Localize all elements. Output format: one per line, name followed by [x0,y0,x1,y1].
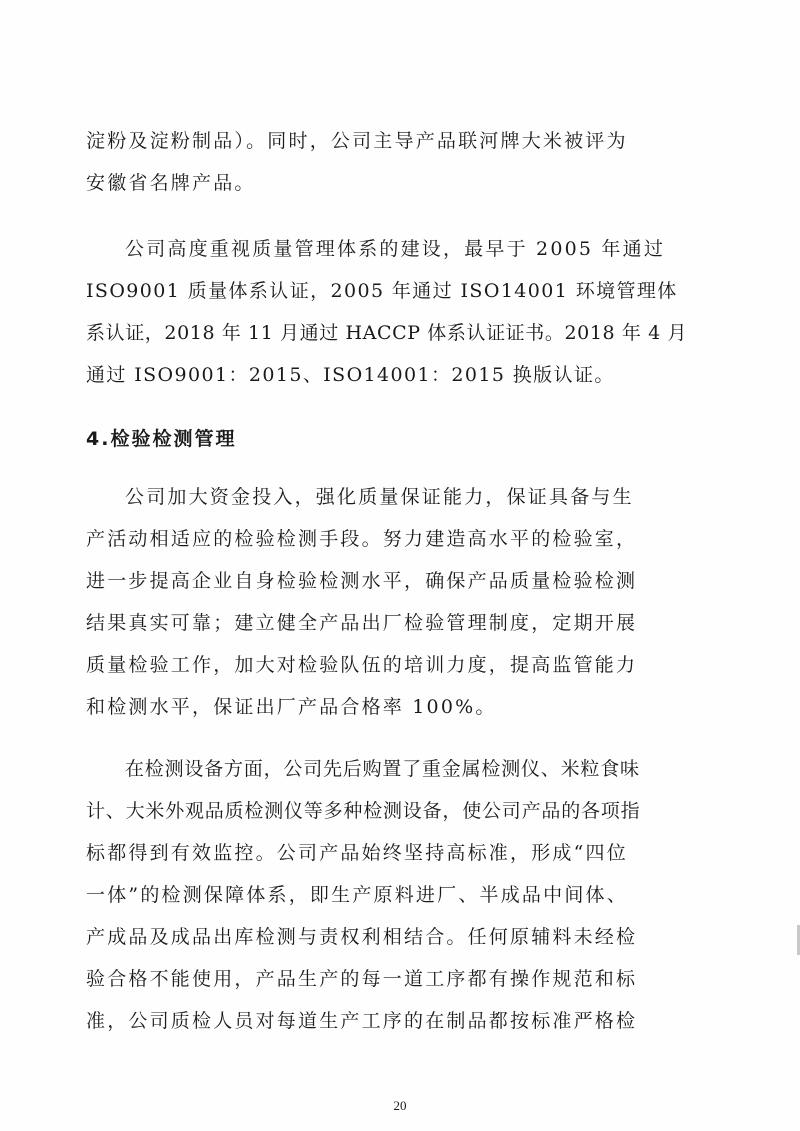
page-number: 20 [393,1098,407,1113]
paragraph-4-line-5: 产成品及成品出库检测与责权利相结合。任何原辅料未经检 [86,926,638,948]
paragraph-3-line-1: 公司加大资金投入，强化质量保证能力，保证具备与生 [125,486,634,508]
paragraph-1-line-2: 安徽省名牌产品。 [86,172,256,194]
paragraph-4-line-3: 标都得到有效监控。公司产品始终坚持高标准，形成“四位 [86,842,628,864]
paragraph-3-line-2: 产活动相适应的检验检测手段。努力建造高水平的检验室， [86,528,638,550]
paragraph-3-line-3: 进一步提高企业自身检验检测水平，确保产品质量检验检测 [86,570,638,592]
paragraph-3-line-4: 结果真实可靠；建立健全产品出厂检验管理制度，定期开展 [86,612,638,634]
paragraph-4-line-1: 在检测设备方面，公司先后购置了重金属检测仪、米粒食味 [125,758,640,780]
paragraph-3-line-5: 质量检验工作，加大对检验队伍的培训力度，提高监管能力 [86,654,638,676]
paragraph-3-line-6: 和检测水平，保证出厂产品合格率 100%。 [86,696,497,718]
paragraph-4-line-6: 验合格不能使用，产品生产的每一道工序都有操作规范和标 [86,968,638,990]
paragraph-1-line-1: 淀粉及淀粉制品）。同时，公司主导产品联河牌大米被评为 [86,130,628,152]
paragraph-4-line-4: 一体”的检测保障体系，即生产原料进厂、半成品中间体、 [86,884,628,906]
paragraph-2-line-2: ISO9001 质量体系认证，2005 年通过 ISO14001 环境管理体 [86,280,678,302]
paragraph-4-line-7: 准，公司质检人员对每道生产工序的在制品都按标准严格检 [86,1010,638,1032]
paragraph-2-line-3: 系认证，2018 年 11 月通过 HACCP 体系认证证书。2018 年 4 月 [86,322,688,344]
paragraph-4-line-2: 计、大米外观品质检测仪等多种检测设备，使公司产品的各项指 [86,800,641,822]
paragraph-2-line-4: 通过 ISO9001：2015、ISO14001：2015 换版认证。 [86,364,615,386]
section-heading: 4.检验检测管理 [86,428,237,450]
paragraph-2-line-1: 公司高度重视质量管理体系的建设，最早于 2005 年通过 [125,238,666,260]
